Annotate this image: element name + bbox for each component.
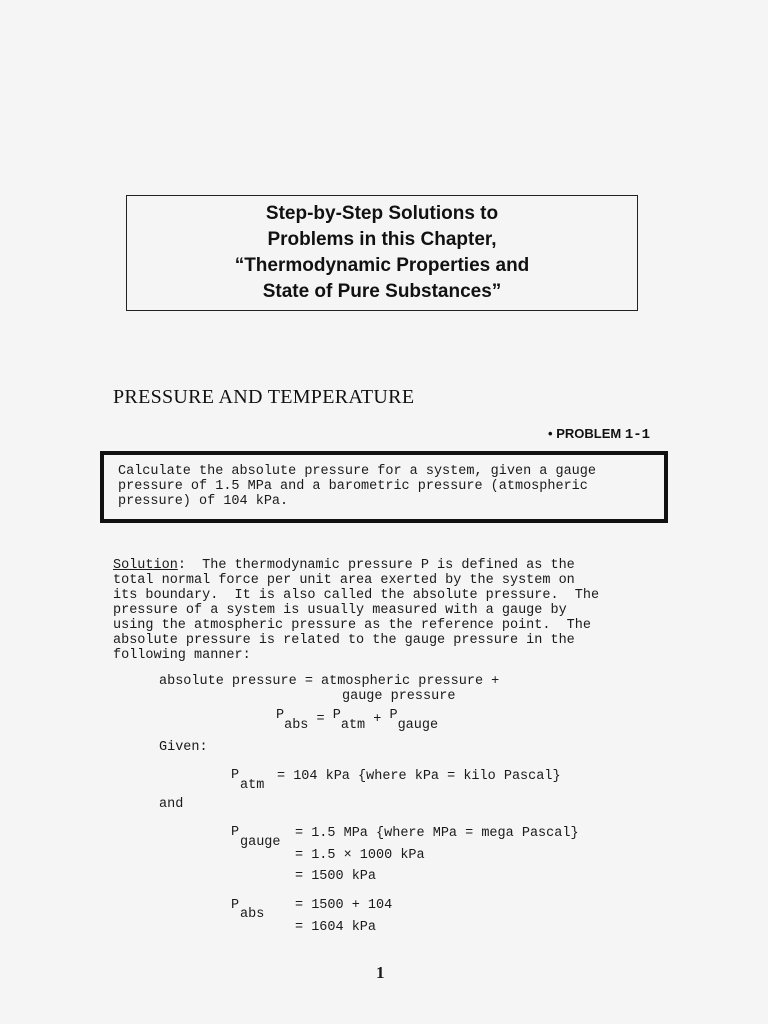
solution-line-1 <box>113 558 599 573</box>
solution-label: Solution <box>113 558 178 573</box>
p-gauge-value-3: = 1500 kPa <box>295 869 377 884</box>
solution-line-4: pressure of a system is usually measured with a gauge by <box>113 603 567 618</box>
word-equation-line-1: absolute pressure = atmospheric pressure + <box>159 674 500 689</box>
title-line-1: Step-by-Step Solutions to <box>265 203 499 224</box>
problem-number: 1-1 <box>624 427 651 443</box>
problem-line-3: pressure) of 104 kPa. <box>118 494 289 509</box>
symbolic-equation: Pabs = Patm + Pgauge <box>276 708 439 733</box>
p-atm-symbol: P <box>231 768 240 783</box>
solution-line-1-text: : The thermodynamic pressure P is defined as the <box>177 558 575 573</box>
solution-line-5: using the atmospheric pressure as the reference point. The <box>113 618 591 633</box>
p-abs-symbol: P <box>231 898 240 913</box>
solution-line-7: following manner: <box>113 648 251 663</box>
solution-line-3: its boundary. It is also called the absolute pressure. The <box>113 588 600 603</box>
solution-line-2: total normal force per unit area exerted by the system on <box>113 573 575 588</box>
page-number: 1 <box>376 963 385 982</box>
section-heading: PRESSURE AND TEMPERATURE <box>113 386 415 408</box>
solution-line-6: absolute pressure is related to the gauge pressure in the <box>113 633 575 648</box>
p-gauge-value-1: = 1.5 MPa {where MPa = mega Pascal} <box>295 826 579 841</box>
problem-statement-box <box>100 451 668 523</box>
solution-paragraph <box>113 558 599 663</box>
p-abs-value-2: = 1604 kPa <box>295 920 377 935</box>
chapter-title-box <box>126 195 638 311</box>
title-line-4: State of Pure Substances” <box>262 281 502 302</box>
p-gauge-subscript: gauge <box>240 835 281 850</box>
given-label: Given: <box>159 740 208 755</box>
p-atm-subscript: atm <box>240 778 265 793</box>
p-abs-subscript: abs <box>240 907 265 922</box>
word-equation-line-2: gauge pressure <box>342 689 456 704</box>
bullet-icon: • <box>548 426 553 441</box>
problem-label-text: PROBLEM <box>556 426 622 441</box>
p-atm-value: = 104 kPa {where kPa = kilo Pascal} <box>277 769 561 784</box>
problem-label <box>548 426 650 443</box>
p-gauge-symbol: P <box>231 825 240 840</box>
and-label: and <box>159 797 184 812</box>
problem-line-2: pressure of 1.5 MPa and a barometric pressure (atmospheric <box>118 479 588 494</box>
problem-line-1: Calculate the absolute pressure for a system, given a gauge <box>118 464 596 479</box>
p-abs-value-1: = 1500 + 104 <box>295 898 393 913</box>
title-line-2: Problems in this Chapter, <box>267 229 497 250</box>
p-gauge-value-2: = 1.5 × 1000 kPa <box>295 848 425 863</box>
title-line-3: “Thermodynamic Properties and <box>234 255 530 276</box>
